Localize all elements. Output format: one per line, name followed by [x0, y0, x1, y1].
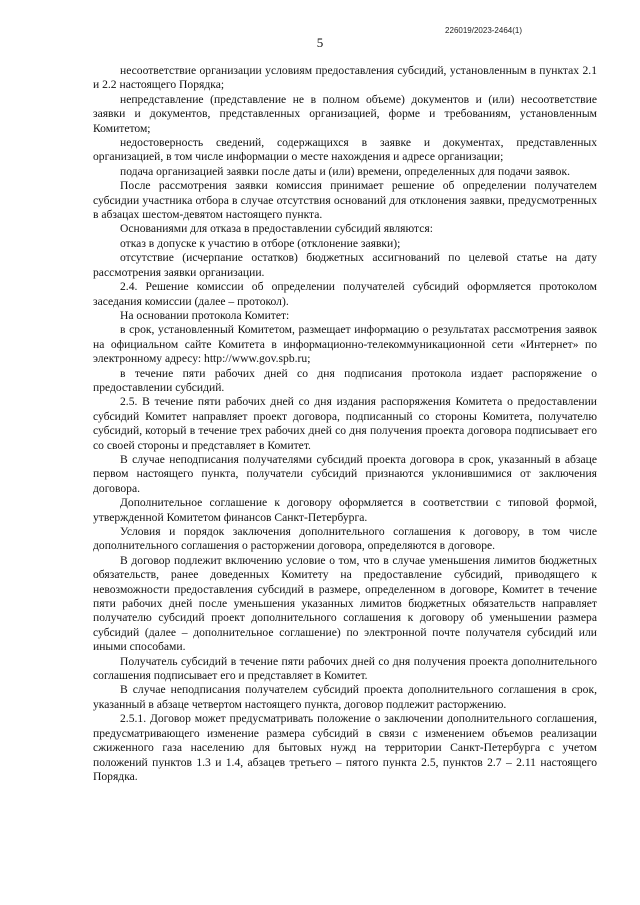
paragraph: Получатель субсидий в течение пяти рабочих дней со дня получения проекта дополнительного соглашения подписывает его и представляет в Комитет.: [93, 654, 597, 683]
paragraph: 2.5.1. Договор может предусматривать положение о заключении дополнительного соглашения, предусматривающего изменение размера субсидий в связи с изменением объемов реализации сжиженного газа населению для бытовых нужд на территории Санкт-Петербурга с учетом положений пунктов 1.3 и 1.4, абзацев третьего – пятого пункта 2.5, пунктов 2.7 – 2.11 настоящего Порядка.: [93, 712, 597, 783]
paragraph: 2.4. Решение комиссии об определении получателей субсидий оформляется протоколом заседания комиссии (далее – протокол).: [93, 280, 597, 308]
paragraph: в течение пяти рабочих дней со дня подписания протокола издает распоряжение о предоставлении субсидий.: [93, 366, 597, 394]
paragraph: недостоверность сведений, содержащихся в заявке и документах, представленных организацией, в том числе информации о месте нахождения и адресе организации;: [93, 136, 597, 164]
paragraph: Условия и порядок заключения дополнительного соглашения к договору, в том числе дополнительного соглашения о расторжении договора, определяются в договоре.: [93, 525, 597, 553]
paragraph: Дополнительное соглашение к договору оформляется в соответствии с типовой формой, утвержденной Комитетом финансов Санкт-Петербурга.: [93, 496, 597, 524]
paragraph: отсутствие (исчерпание остатков) бюджетных ассигнований по целевой статье на дату рассмотрения заявки организации.: [93, 251, 597, 279]
paragraph: В договор подлежит включению условие о том, что в случае уменьшения лимитов бюджетных обязательств, ранее доведенных Комитету на предоставление субсидий, приводящего к невозможности предоставления субсидий в размере, определенном в договоре, Комитет в течение пяти рабочих дней после уменьшения указанных лимитов бюджетных обязательств направляет получателю субсидий проект дополнительного соглашения к договору об уменьшении размера субсидий (далее – дополнительное соглашение) по электронной почте получателя субсидий или иными способами.: [93, 553, 597, 654]
paragraph: несоответствие организации условиям предоставления субсидий, установленным в пунктах 2.1 и 2.2 настоящего Порядка;: [93, 64, 597, 92]
paragraph: непредставление (представление не в полном объеме) документов и (или) несоответствие заявки и документов, представленных организацией, форме и требованиям, установленным Комитетом;: [93, 92, 597, 135]
paragraph: Основаниями для отказа в предоставлении субсидий являются:: [120, 222, 433, 236]
paragraph: В случае неподписания получателями субсидий проекта договора в срок, указанный в абзаце первом настоящего пункта, получатели субсидий признаются уклонившимися от заключения договора.: [93, 452, 597, 495]
paragraph: На основании протокола Комитет:: [120, 308, 290, 322]
document-body: [93, 64, 597, 784]
paragraph: В случае неподписания получателем субсидий проекта дополнительного соглашения в срок, указанный в абзаце четвертом настоящего пункта, договор подлежит расторжению.: [93, 683, 597, 711]
paragraph: подача организацией заявки после даты и (или) времени, определенных для подачи заявок.: [120, 164, 571, 178]
paragraph: После рассмотрения заявки комиссия принимает решение об определении получателем субсидии участника отбора в случае отсутствия оснований для отклонения заявки, предусмотренных в абзацах шестом-девятом настоящего пункта.: [93, 179, 597, 222]
document-number: 226019/2023-2464(1): [445, 26, 522, 35]
paragraph: 2.5. В течение пяти рабочих дней со дня издания распоряжения Комитета о предоставлении субсидий Комитет направляет проект договора, подписанный со стороны Комитета, получателю субсидий, который в течение трех рабочих дней со дня получения проекта договора подписывает его со своей стороны и представляет в Комитет.: [93, 395, 597, 452]
page-number: 5: [316, 35, 324, 50]
paragraph: отказ в допуске к участию в отборе (отклонение заявки);: [120, 236, 401, 250]
paragraph: в срок, установленный Комитетом, размещает информацию о результатах рассмотрения заявок на официальном сайте Комитета в информационно-телекоммуникационной сети «Интернет» по электронному адресу: http://www.gov.spb.ru;: [93, 323, 597, 366]
